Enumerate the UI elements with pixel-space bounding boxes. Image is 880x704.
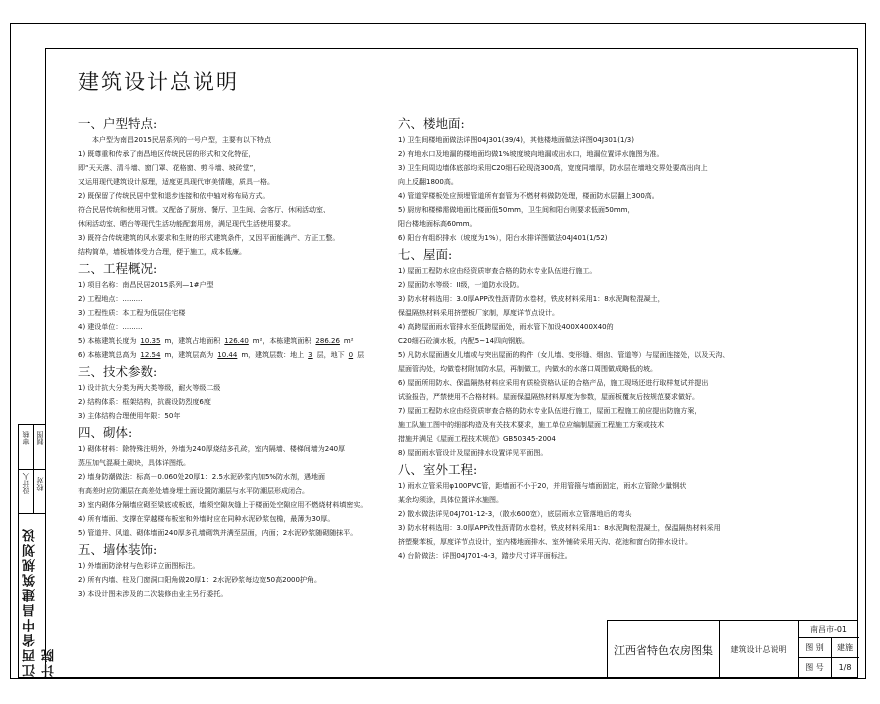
strip-label-designer: 设计人	[22, 473, 30, 494]
list-item: 2) 工程地点：.........	[78, 295, 143, 303]
list-item: 屋面管沟处，均做卷材附加防水层，再制做工，内做水的水落口周围做成略低的坡。	[398, 365, 657, 373]
row-prefix: 6) 本栋建筑总高为	[78, 351, 137, 359]
list-item: 某余均须涂，具体位置详水施图。	[398, 496, 503, 504]
section-heading: 八、室外工程:	[398, 462, 478, 477]
list-item: 1) 设计抗大分类为两大类等级，耐火等级二级	[78, 384, 221, 392]
list-item: 3) 工程性质：本工程为低层住宅楼	[78, 309, 186, 317]
list-item: 7) 屋面工程防水应由经资质审查合格的防水专业队伍进行施工，屋面工程施工前应提出防施方案，	[398, 407, 702, 415]
list-item-building-height	[78, 350, 388, 360]
list-item: 4) 台阶做法：详图04J701-4-3，踏步尺寸详平面标注。	[398, 552, 572, 560]
list-item: 3) 卫生间周边墙体底部均采用C20细石砼现浇300高，宽度同墙厚，防水层在墙地交界处要高出向上	[398, 164, 708, 172]
list-item: 向上反翻1800高。	[398, 178, 458, 186]
list-item: 2) 既保留了传统民居中堂和退步连接和依中轴对称布局方式。	[78, 192, 270, 200]
row-text: m²	[343, 337, 354, 345]
list-item: 2) 散水做法详见04J701-12-3，（散水600宽），底层雨水立管落地后的弯头	[398, 510, 632, 518]
list-item: 5) 管道井、风道、砌体墙面240厚多孔墙砌筑并满至层面，内面；2水泥砂浆随砌随抹平。	[78, 529, 358, 537]
list-item: 6) 阳台有组织排水（坡度为1%），阳台水排详图做法04J401(1/52)	[398, 234, 608, 242]
title-block	[607, 620, 858, 677]
list-item: 6) 屋面所用防水、保温隔热材料应采用有质检资格认证的合格产品，施工现场还进行取样复试并提出	[398, 379, 709, 387]
right-column	[398, 112, 730, 565]
side-title-strip	[18, 424, 57, 678]
footprint-area: 126.40	[224, 337, 249, 345]
strip-label-check: 校对	[36, 477, 44, 491]
drawing-category-value: 建施	[837, 642, 853, 652]
list-item: 4) 建设单位：.........	[78, 323, 143, 331]
list-item: 又运用现代建筑设计原理，适度更具现代审美情趣，质具一格。	[78, 178, 274, 186]
list-item: 3) 主体结构合理使用年限：50年	[78, 412, 181, 420]
row-text: 层	[357, 351, 365, 359]
list-item: 2) 所有内墙、柱及门窗洞口阳角做20厚1：2水泥砂浆每边宽50高2000护角。	[78, 576, 321, 584]
strip-divider	[19, 469, 46, 470]
row-text: 层，地下	[316, 351, 345, 359]
section-heading: 六、楼地面:	[398, 116, 465, 131]
list-item: 结构简单，墙板墙体受力合理，便于施工，成本低廉。	[78, 248, 246, 256]
list-item: 1) 外墙面防涂材与色彩详立面图标注。	[78, 562, 200, 570]
list-item: 3) 既符合传统建筑的风水要求和生财的形式建筑条件，又因平面能满产、方正工整。	[78, 234, 340, 242]
list-item: 施工队施工图中的细部构造及有关技术要求，施工单位应编制屋面工程施工方案或技术	[398, 421, 664, 429]
list-item: 2) 屋面防水等级：II级，一道防水设防。	[398, 281, 524, 289]
list-item: C20细石砼滴水板，内配5~14四向钢筋。	[398, 337, 530, 345]
section-text: 本户型为南昌2015民居系列的一号户型，主要有以下特点	[92, 136, 271, 144]
list-item: 阳台楼地面标高60mm。	[398, 220, 477, 228]
list-item: 4) 管道穿楼板处应预埋管道所有套管为不燃材料做防处理，楼面防水层翻上300高。	[398, 192, 659, 200]
section-heading: 三、技术参数:	[78, 364, 158, 379]
drawing-code: 南昌市-01	[809, 624, 848, 634]
list-item: 8) 屋面雨水管设计及屋面排水设置详见平面图。	[398, 449, 548, 457]
list-item: 措施并满足《屋面工程技术规范》GB50345-2004	[398, 435, 556, 443]
row-text: m，建筑层数：地上	[241, 351, 305, 359]
list-item: 4) 高跨屋面雨水管排水至低跨屋面处，雨水管下加设400X400X40的	[398, 323, 614, 331]
list-item: 保温隔热材料采用挤塑板厂家制，厚度详节点设计。	[398, 309, 559, 317]
list-item: 试验报告，严禁使用不合格材料。屋面保温隔热材料厚度为参数，屋面板覆灰后按规范要求做好。	[398, 393, 699, 401]
row-text: m，建筑层高为	[164, 351, 214, 359]
list-item: 即“天天落、清斗墙、窗门罩、花格窗、剪斗墙、坡砖堂”，	[78, 164, 261, 172]
drawing-name: 建筑设计总说明	[730, 645, 787, 654]
list-item: 2) 结构体系：框架结构，抗震设防烈度6度	[78, 398, 211, 406]
drawing-number-label: 图 号	[805, 663, 824, 672]
list-item: 4) 所有墙面、支撑在穿越楼布板室和外墙时应在同种水泥砂浆包檐，最薄为30厚。	[78, 515, 335, 523]
strip-label-review: 审核	[22, 431, 30, 445]
list-item: 3) 本设计图未涉及的二次装修由业主另行委托。	[78, 590, 228, 598]
list-item: 1) 雨水立管采用φ100PVC管，距墙面不小于20，并用管箍与墙面固定，雨水立管除少量钢状	[398, 482, 687, 490]
list-item-building-size	[78, 336, 388, 346]
building-height: 12.54	[140, 351, 161, 359]
building-length: 10.35	[140, 337, 161, 345]
list-item: 2) 墙身防潮做法：标高－0.060处20厚1：2.5水泥砂浆内加5%防水剂，遇地面	[78, 473, 326, 481]
list-item: 5) 凡防水屋面遇女儿墙或与突出屋面的构件（女儿墙、变形缝、烟囱、管道等）与屋面连接处，以及天沟、	[398, 351, 730, 359]
floors-below: 0	[348, 351, 354, 359]
list-item: 1) 既尊重和传承了南昌地区传统民居的形式和文化特征，	[78, 150, 256, 158]
drawing-number-value: 1/8	[838, 663, 852, 672]
list-item: 1) 项目名称：南昌民居2015系列—1#户型	[78, 281, 214, 289]
section-heading: 五、墙体装饰:	[78, 542, 158, 557]
list-item: 挤塑聚苯板，厚度详节点设计，室内楼地面排水、室外铺砖采用天沟、花池和窗台防排水设计。	[398, 538, 692, 546]
list-item: 5) 厨房和楼梯需做地面比楼面低50mm，卫生间和阳台则要求低面50mm，	[398, 206, 635, 214]
drawing-category-label: 图 别	[805, 642, 824, 652]
page-title: 建筑设计总说明	[78, 70, 239, 94]
list-item: 1) 卫生间楼地面做法详图04J301(39/4)，其他楼地面做法详图04J301(1/3)	[398, 136, 634, 144]
section-heading: 二、工程概况:	[78, 261, 158, 276]
left-column	[78, 112, 388, 603]
list-item: 休闲活动室、晒台等现代生活功能配套用房，满足现代生活使用要求。	[78, 220, 295, 228]
section-heading: 七、屋面:	[398, 247, 453, 262]
list-item: 3) 防水材料选用：3.0厚APP改性沥青防水卷材，铁皮材料采用1：8水泥陶粒混凝土，保温隔热材料采用	[398, 524, 721, 532]
floors-above: 3	[308, 351, 313, 359]
list-item: 3) 防水材料选用：3.0厚APP改性沥青防水卷材，铁皮材料采用1：8水泥陶粒混凝土，	[398, 295, 665, 303]
strip-label-draft: 制图	[36, 431, 44, 445]
list-item: 有高差时应防潮层在高差处墙身埋土面设置防潮层与水平防潮层形成闭合。	[78, 487, 309, 495]
list-item: 3) 室内砌体分隔墙应砌至梁底或板底，墙须空隙灰缝上于楼面处空隙应用不燃烧材料填密实。	[78, 501, 368, 509]
list-item: 1) 屋面工程防水应由经资质审查合格的防水专业队伍进行施工。	[398, 267, 597, 275]
storey-height: 10.44	[217, 351, 238, 359]
list-item: 符合民居传统和使用习惯。又配备了厨房、餐厅、卫生间、会客厅、休闲活动室、	[78, 206, 330, 214]
strip-divider	[19, 513, 46, 514]
project-name: 江西省特色农房图集	[614, 643, 713, 657]
floor-area: 286.26	[315, 337, 340, 345]
list-item: 2) 有地水口及地漏的楼地面均做1%坡度坡向地漏或出水口，地漏位置详水施图为准。	[398, 150, 664, 158]
row-text: m²，本栋建筑面积	[252, 337, 312, 345]
section-heading: 四、砌体:	[78, 425, 133, 440]
row-text: m，建筑占地面积	[164, 337, 221, 345]
section-heading: 一、户型特点:	[78, 116, 158, 131]
list-item: 蒸压加气混凝土砌块，具体详图纸。	[78, 459, 190, 467]
design-institute-name: 江西省中昌建筑规划设计院	[23, 527, 57, 677]
list-item: 1) 砌体材料：除特殊注明外，外墙为240厚烧结多孔砖，室内隔墙、楼梯间墙为240厚	[78, 445, 346, 453]
row-prefix: 5) 本栋建筑长度为	[78, 337, 137, 345]
